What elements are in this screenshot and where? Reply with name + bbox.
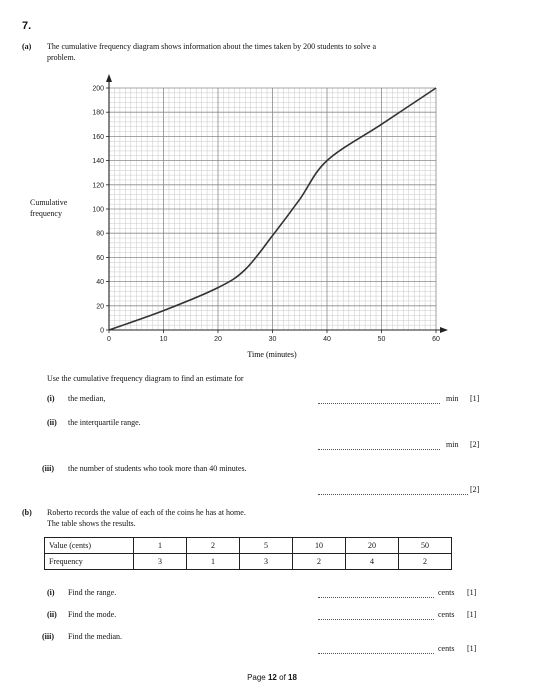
- answer-line-a-i[interactable]: [318, 403, 440, 404]
- part-b-intro-line1: Roberto records the value of each of the coins he has at home.: [47, 508, 246, 517]
- part-a-label: (a): [22, 42, 32, 51]
- unit-b-iii: cents: [438, 644, 455, 653]
- part-a-instruction: Use the cumulative frequency diagram to find an estimate for: [47, 374, 244, 383]
- x-tick-label: 0: [107, 336, 111, 343]
- table-cell: 5: [240, 538, 293, 554]
- y-tick-label: 0: [100, 327, 104, 335]
- y-tick-label: 60: [96, 254, 104, 262]
- chart-axes: [106, 74, 448, 333]
- x-axis-label: Time (minutes): [247, 350, 297, 359]
- item-a-ii-label: (ii): [47, 418, 57, 427]
- answer-line-b-i[interactable]: [318, 597, 434, 598]
- item-b-iii-label: (iii): [42, 632, 54, 641]
- table-header-value: Value (cents): [45, 538, 134, 554]
- item-b-iii-text: Find the median.: [68, 632, 122, 641]
- item-a-i-text: the median,: [68, 394, 106, 403]
- table-cell: 20: [346, 538, 399, 554]
- table-header-frequency: Frequency: [45, 554, 134, 570]
- y-tick-label: 120: [92, 182, 104, 190]
- answer-line-b-ii[interactable]: [318, 619, 434, 620]
- y-axis-label-line1: Cumulative: [30, 198, 68, 207]
- table-row-frequencies: [45, 554, 452, 570]
- item-a-i-label: (i): [47, 394, 55, 403]
- x-axis-arrow: [440, 327, 448, 333]
- marks-b-i: [1]: [467, 588, 477, 597]
- table-cell: 4: [346, 554, 399, 570]
- marks-a-i: [1]: [470, 394, 480, 403]
- footer-total-pages: 18: [288, 673, 297, 682]
- table-cell: 3: [240, 554, 293, 570]
- y-axis-arrow: [106, 74, 112, 82]
- marks-a-iii: [2]: [470, 485, 480, 494]
- coin-table: [44, 537, 452, 570]
- item-a-iii-text: the number of students who took more than 40 minutes.: [68, 464, 247, 473]
- y-tick-label: 200: [92, 85, 104, 93]
- answer-line-a-ii[interactable]: [318, 449, 440, 450]
- part-a-intro-line1: The cumulative frequency diagram shows information about the times taken by 200 students to solve a: [47, 42, 377, 51]
- y-tick-label: 180: [92, 109, 104, 117]
- x-tick-label: 10: [159, 336, 168, 343]
- x-tick-label: 20: [214, 336, 222, 343]
- table-cell: 2: [293, 554, 346, 570]
- footer-of: of: [279, 673, 286, 682]
- table-cell: 50: [399, 538, 452, 554]
- unit-a-ii: min: [446, 440, 459, 449]
- y-tick-label: 160: [92, 133, 104, 141]
- unit-b-ii: cents: [438, 610, 455, 619]
- question-number: 7.: [22, 20, 32, 32]
- footer-prefix: Page: [247, 673, 266, 682]
- table-cell: 1: [187, 554, 240, 570]
- part-b-intro-line2: The table shows the results.: [47, 519, 136, 528]
- y-tick-label: 100: [92, 206, 104, 214]
- marks-b-iii: [1]: [467, 644, 477, 653]
- x-tick-label: 50: [377, 336, 386, 343]
- x-tick-label: 40: [323, 336, 331, 343]
- table-cell: 2: [187, 538, 240, 554]
- item-a-ii-text: the interquartile range.: [68, 418, 141, 427]
- table-cell: 10: [293, 538, 346, 554]
- part-b-label: (b): [22, 508, 32, 517]
- x-tick-label: 60: [432, 336, 440, 343]
- answer-line-a-iii[interactable]: [318, 494, 468, 495]
- table-cell: 1: [134, 538, 187, 554]
- footer-page-number: 12: [267, 673, 277, 682]
- table-cell: 2: [399, 554, 452, 570]
- y-tick-label: 80: [96, 230, 104, 238]
- unit-b-i: cents: [438, 588, 455, 597]
- item-a-iii-label: (iii): [42, 464, 54, 473]
- table-cell: 3: [134, 554, 187, 570]
- marks-a-ii: [2]: [470, 440, 480, 449]
- part-a-intro-line2: problem.: [47, 53, 76, 62]
- item-b-i-label: (i): [47, 588, 55, 597]
- item-b-ii-text: Find the mode.: [68, 610, 117, 619]
- marks-b-ii: [1]: [467, 610, 477, 619]
- table-row-values: [45, 538, 452, 554]
- y-tick-label: 20: [96, 303, 104, 311]
- item-b-ii-label: (ii): [47, 610, 57, 619]
- x-tick-label: 30: [268, 336, 277, 343]
- item-b-i-text: Find the range.: [68, 588, 117, 597]
- y-tick-label: 140: [92, 158, 104, 166]
- chart-ticks: [92, 86, 440, 344]
- unit-a-i: min: [446, 394, 459, 403]
- answer-line-b-iii[interactable]: [318, 653, 434, 654]
- page-footer: [0, 673, 544, 682]
- y-axis-label-line2: frequency: [30, 209, 62, 218]
- y-tick-label: 40: [96, 279, 104, 287]
